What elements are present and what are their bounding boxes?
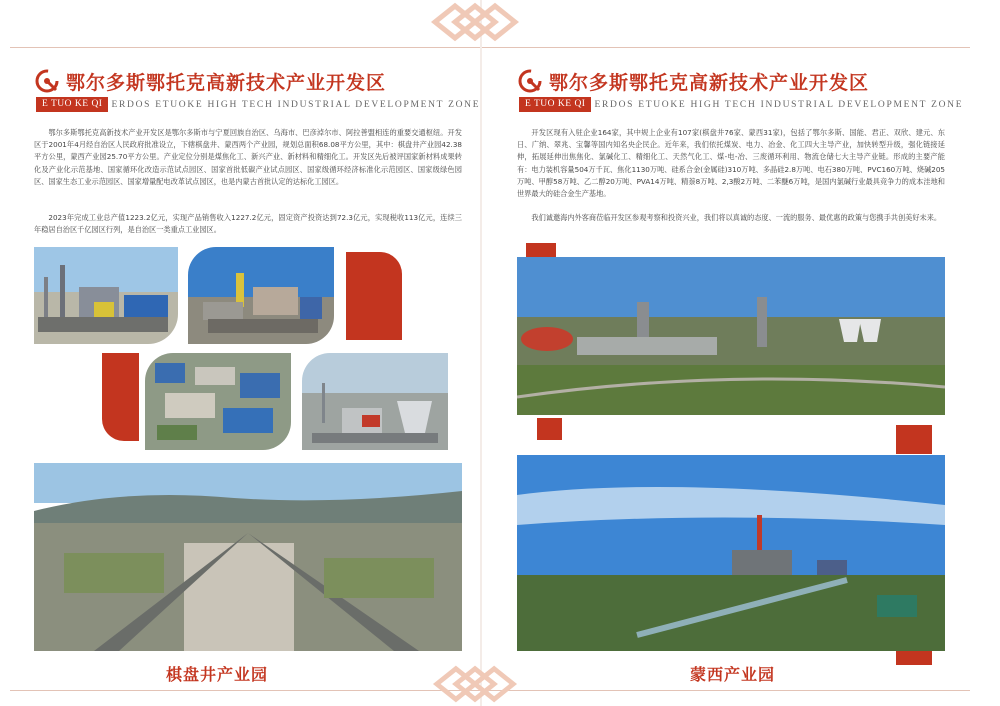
right-paragraph-2: 我们诚邀海内外客商莅临开发区参观考察和投资兴业，我们将以真诚的态度、一流的服务、最优惠的政策与您携手共创美好未来。	[531, 213, 942, 222]
red-decor-block	[102, 353, 139, 441]
mengxi-industrial-photo	[517, 257, 945, 415]
left-title-row	[34, 66, 386, 96]
right-page-title: 鄂尔多斯鄂托克高新技术产业开发区	[549, 71, 870, 94]
cooling-towers-photo	[302, 353, 448, 450]
left-page-title: 鄂尔多斯鄂托克高新技术产业开发区	[66, 71, 387, 94]
left-paragraph-2: 2023年完成工业总产值1223.2亿元，实现产品销售收入1227.2亿元，固定资产投资达到72.3亿元，实现税收113亿元，连续三年稳居自治区千亿园区行列，是自治区一类重点工业园区。	[34, 213, 462, 235]
left-caption: 棋盘井产业园	[166, 665, 269, 684]
aerial-park-photo	[145, 353, 291, 450]
left-subtitle-row	[36, 97, 480, 112]
red-decor-block	[526, 243, 556, 257]
right-paragraph-1: 开发区现有入驻企业164家，其中规上企业有107家(棋盘井76家、蒙西31家)，包括了鄂尔多斯、国能、君正、双欣、建元、东日、广纳、翠兆、宝馨等国内知名央企民企。近年来，我们依托煤炭、电力、冶金、化工四大主导产业，加快转型升级，强化链接延伸，拓展延伸出焦焦化、氯碱化工、精细化工、天然气化工、煤-电-冶、三废循环利用、物流仓储七大主导产业链。形成的主要产能有：电力装机容量504万千瓦、焦化1130万吨、硅系合金(金属硅)310万吨、多晶硅2.8万吨、电石380万吨、PVC160万吨、烧碱205万吨、甲醇58万吨、乙二醇20万吨、PVA14万吨、精萘8万吨、2,3酸2万吨、二苯醚6万吨，是国内氯碱行业最具竞争力的成本洼地和世界最大的硅合金生产基地。	[517, 128, 945, 199]
right-subtitle-badge: E TUO KE QI	[519, 97, 591, 112]
right-subtitle-row	[519, 97, 963, 112]
industrial-plant-photo	[34, 247, 178, 344]
qipanjing-aerial-photo	[34, 463, 462, 651]
mengxi-park-photo	[517, 455, 945, 651]
right-title-row	[517, 66, 869, 96]
page-spine	[480, 0, 482, 706]
red-decor-block	[346, 252, 402, 340]
red-decor-block	[896, 425, 932, 454]
red-decor-block	[537, 418, 562, 440]
left-subtitle-badge: E TUO KE QI	[36, 97, 108, 112]
factory-complex-photo	[188, 247, 334, 344]
logo-swirl-icon	[517, 68, 543, 94]
right-subtitle-text: ERDOS ETUOKE HIGH TECH INDUSTRIAL DEVELOPMENT ZONE	[594, 99, 964, 110]
left-subtitle-text: ERDOS ETUOKE HIGH TECH INDUSTRIAL DEVELOPMENT ZONE	[111, 99, 481, 110]
left-paragraph-1: 鄂尔多斯鄂托克高新技术产业开发区是鄂尔多斯市与宁夏回族自治区、乌海市、巴彦淖尔市、阿拉善盟相连的重要交通枢纽。开发区于2001年4月经自治区人民政府批准设立，下辖棋盘井、蒙西两个产业园，规划总面积68.08平方公里，其中：棋盘井产业园42.38平方公里，蒙西产业园25.70平方公里。产业定位分别是煤焦化工、新兴产业、新材料和精细化工。开发区先后被评国家新材料成果转化及产业化示范基地、国家循环化改造示范试点园区、国家首批低碳产业试点园区、国家级循环经济标准化示范园区、国家级绿色园区、国家生态工业示范园区、国家增量配电改革试点园区，也是内蒙古首批认定的达标化工园区。	[34, 128, 462, 186]
logo-swirl-icon	[34, 68, 60, 94]
red-decor-block	[896, 651, 932, 665]
right-caption: 蒙西产业园	[690, 665, 776, 684]
